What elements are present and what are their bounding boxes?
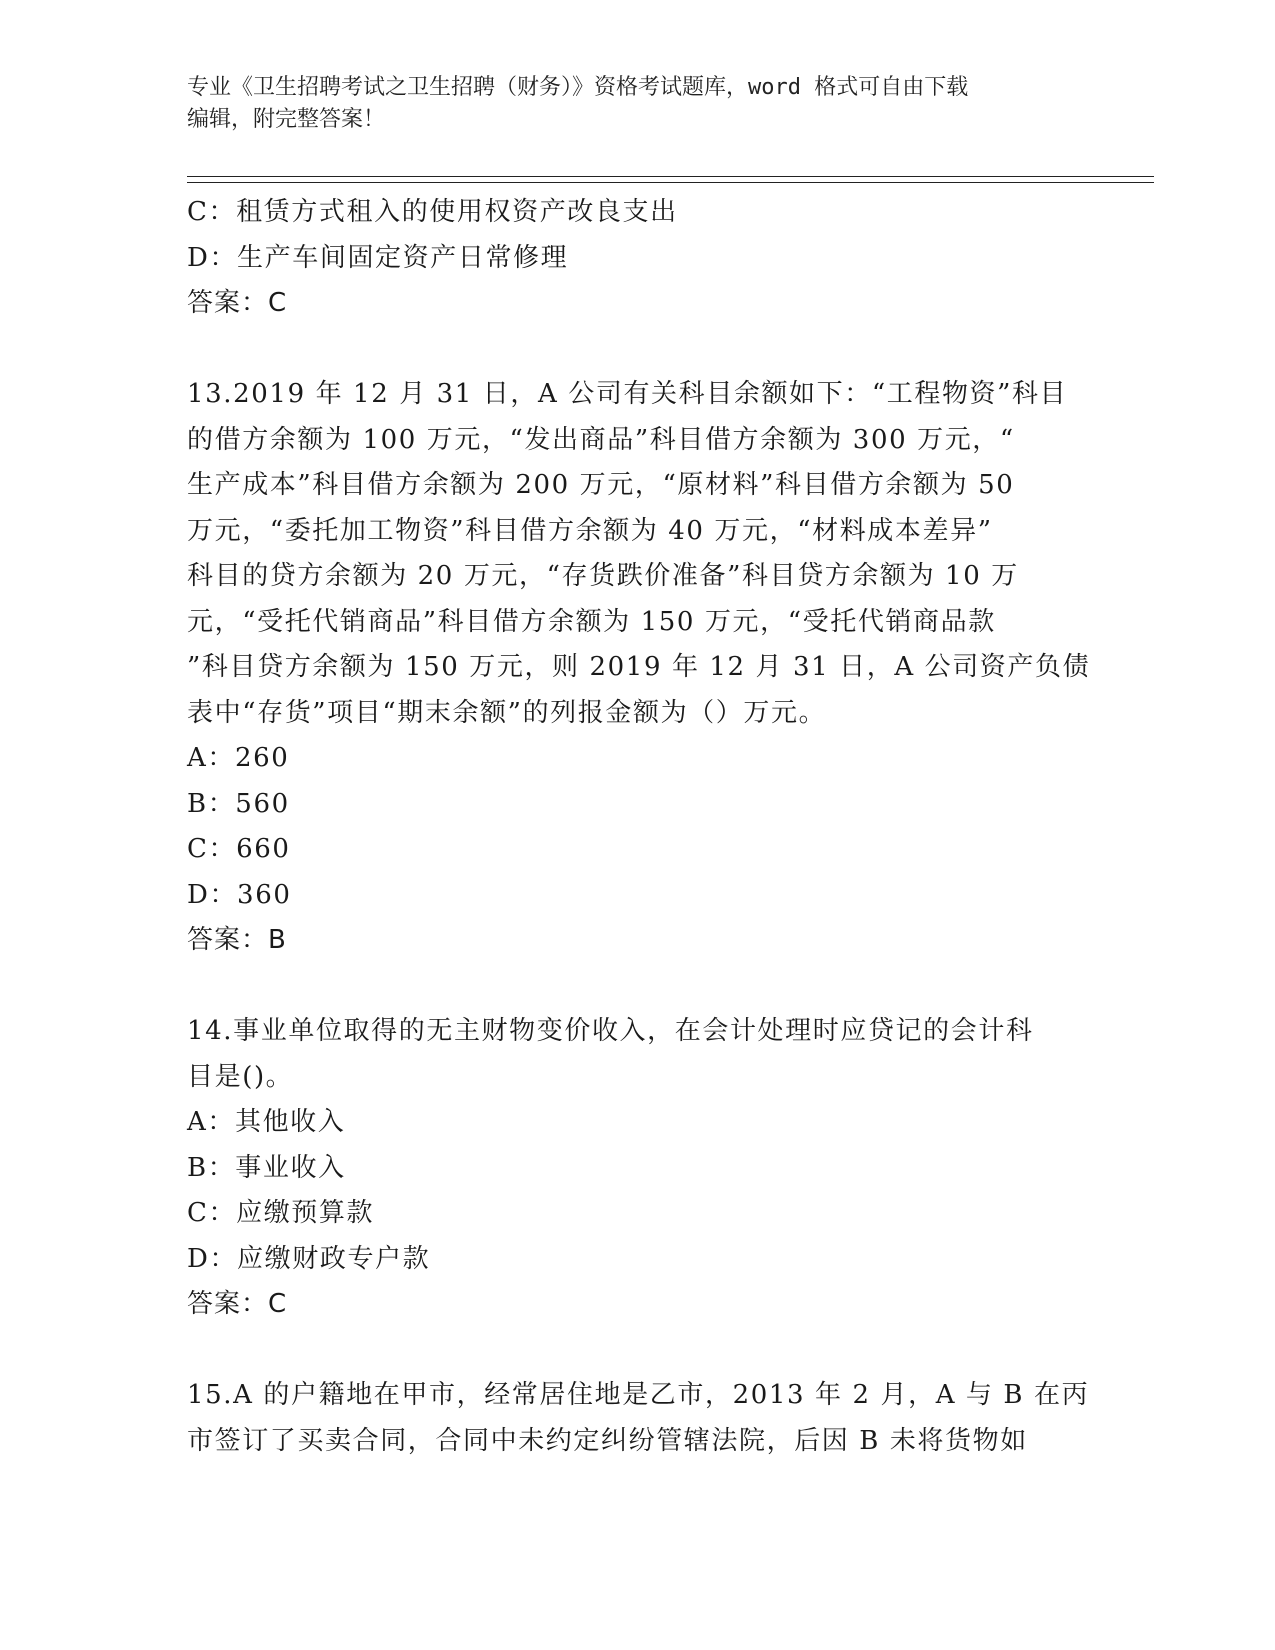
question-14: [187, 1009, 1067, 1328]
question-text-line: 市签订了买卖合同，合同中未约定纠纷管辖法院，后因 B 未将货物如: [187, 1425, 1028, 1456]
option-a: A：其他收入: [187, 1107, 346, 1137]
spacer: [187, 964, 1067, 1010]
document-body: [187, 190, 1091, 1464]
option-d: D：360: [187, 879, 292, 910]
option-b: B：560: [187, 788, 290, 819]
answer-line: 答案：C: [187, 1289, 288, 1319]
question-text-line: 万元，“委托加工物资”科目借方余额为 40 万元，“材料成本差异”: [187, 515, 993, 546]
question-text-line: 生产成本”科目借方余额为 200 万元，“原材料”科目借方余额为 50: [187, 470, 1015, 500]
spacer: [187, 327, 1067, 373]
question-text-line: 表中“存货”项目“期末余额”的列报金额为（）万元。: [187, 697, 827, 728]
header-line-1: 专业《卫生招聘考试之卫生招聘（财务）》资格考试题库，word 格式可自由下载: [187, 75, 969, 100]
question-text-line: 目是()。: [187, 1061, 294, 1092]
option-c: C：应缴预算款: [187, 1198, 375, 1228]
header-divider-top: [187, 176, 1154, 177]
option-b: B：事业收入: [187, 1152, 346, 1183]
option-d: D：生产车间固定资产日常修理: [187, 242, 569, 273]
option-c: C：660: [187, 834, 291, 864]
question-text-line: 元，“受托代销商品”科目借方余额为 150 万元，“受托代销商品款: [187, 606, 996, 637]
answer-line: 答案：C: [187, 288, 288, 318]
option-a: A：260: [187, 743, 290, 773]
question-13: [187, 372, 1091, 964]
question-text-line: 15.A 的户籍地在甲市，经常居住地是乙市，2013 年 2 月，A 与 B 在丙: [187, 1380, 1090, 1410]
question-text-line: 13.2019 年 12 月 31 日，A 公司有关科目余额如下：“工程物资”科目: [187, 379, 1068, 409]
question-text-line: ”科目贷方余额为 150 万元，则 2019 年 12 月 31 日，A 公司资产负债: [187, 652, 1091, 682]
spacer: [187, 1328, 1067, 1374]
question-text-line: 科目的贷方余额为 20 万元，“存货跌价准备”科目贷方余额为 10 万: [187, 561, 1019, 591]
question-15: [187, 1373, 1090, 1464]
question-12-tail: [187, 190, 1067, 327]
option-d: D：应缴财政专户款: [187, 1243, 431, 1274]
header-line-2: 编辑，附完整答案！: [187, 107, 386, 132]
option-c: C：租赁方式租入的使用权资产改良支出: [187, 197, 678, 227]
answer-line: 答案：B: [187, 925, 287, 955]
question-text-line: 的借方余额为 100 万元，“发出商品”科目借方余额为 300 万元，“: [187, 424, 1015, 455]
document-header: [187, 72, 1067, 136]
question-text-line: 14.事业单位取得的无主财物变价收入，在会计处理时应贷记的会计科: [187, 1016, 1034, 1046]
header-divider-bottom: [187, 182, 1154, 183]
